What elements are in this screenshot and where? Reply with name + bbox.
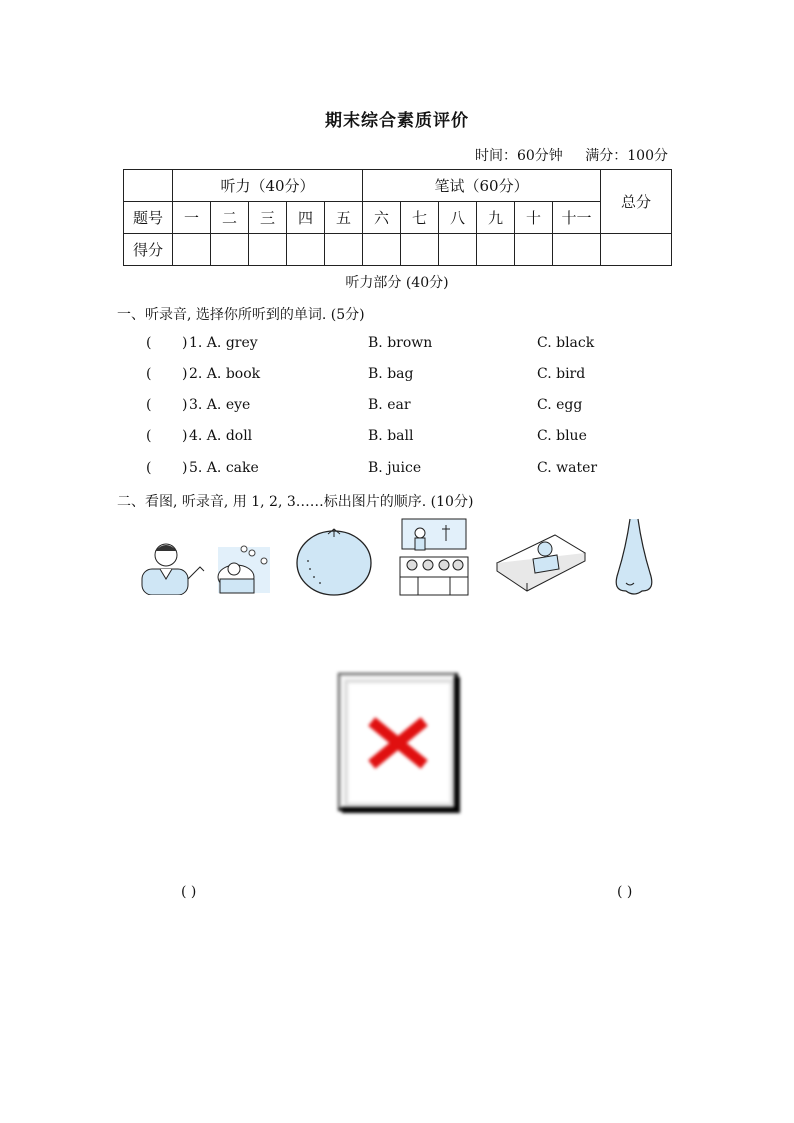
answer-blank[interactable]: ( ) [617,884,633,900]
option-a: 1. A. grey [189,335,258,351]
score-cell[interactable] [325,234,363,266]
question1-item [0,366,794,386]
option-b: B. juice [368,460,422,476]
score-cell[interactable] [439,234,477,266]
score-cell[interactable] [477,234,515,266]
option-a: 5. A. cake [189,460,259,476]
option-c: C. water [537,460,598,476]
question-number-cell: 八 [439,202,477,234]
score-cell[interactable] [553,234,601,266]
score-cell[interactable] [211,234,249,266]
question1-item [0,428,794,448]
question-number-cell: 六 [363,202,401,234]
option-b: B. brown [368,335,433,351]
question1-title: 一、听录音, 选择你所听到的单词. (5分) [117,307,365,323]
question-number-cell: 九 [477,202,515,234]
option-c: C. black [537,335,595,351]
writing-header: 笔试（60分） [363,170,601,202]
answer-blank[interactable]: ( ) [181,884,197,900]
total-header: 总分 [601,170,672,234]
page-title: 期末综合素质评价 [325,111,469,131]
answer-paren-close: ) [182,428,188,444]
answer-paren-close: ) [182,460,188,476]
question1-item [0,335,794,355]
question2-pictures [0,515,794,600]
time-info [457,145,668,165]
time-limit: 时间：60分钟 [474,148,563,164]
score-cell[interactable] [363,234,401,266]
question1-item [0,397,794,417]
full-score: 满分：100分 [585,148,668,164]
question-number-cell: 三 [249,202,287,234]
question-number-cell: 五 [325,202,363,234]
question-number-cell: 四 [287,202,325,234]
nose-image [612,517,656,597]
classroom-image [398,517,470,597]
broken-image-icon [336,671,460,813]
option-b: B. ball [368,428,414,444]
score-cell[interactable] [515,234,553,266]
answer-paren-open[interactable]: ( [146,397,152,413]
question-number-cell: 十一 [553,202,601,234]
question-number-cell: 二 [211,202,249,234]
answer-paren-close: ) [182,397,188,413]
option-a: 2. A. book [189,366,261,382]
question-number-cell: 十 [515,202,553,234]
question-number-cell: 七 [401,202,439,234]
option-c: C. blue [537,428,587,444]
listening-header: 听力（40分） [173,170,363,202]
question1-item [0,460,794,480]
score-cell[interactable] [287,234,325,266]
pencil-case-image [493,529,587,595]
answer-paren-open[interactable]: ( [146,335,152,351]
man-and-sleeping-baby-image [140,539,272,595]
score-table [123,169,672,266]
answer-paren-open[interactable]: ( [146,428,152,444]
option-b: B. ear [368,397,411,413]
option-a: 4. A. doll [189,428,253,444]
listening-part-heading: 听力部分 (40分) [345,275,449,291]
option-c: C. egg [537,397,583,413]
answer-paren-close: ) [182,335,188,351]
score-label: 得分 [124,234,173,266]
option-a: 3. A. eye [189,397,251,413]
answer-paren-open[interactable]: ( [146,366,152,382]
answer-paren-close: ) [182,366,188,382]
score-cell[interactable] [173,234,211,266]
option-b: B. bag [368,366,414,382]
orange-image [294,525,374,597]
question-number-cell: 一 [173,202,211,234]
option-c: C. bird [537,366,586,382]
answer-paren-open[interactable]: ( [146,460,152,476]
question-number-label: 题号 [124,202,173,234]
question2-title: 二、看图, 听录音, 用 1, 2, 3……标出图片的顺序. (10分) [117,494,474,510]
table-corner-cell [124,170,173,202]
score-cell[interactable] [249,234,287,266]
total-score-cell[interactable] [601,234,672,266]
score-cell[interactable] [401,234,439,266]
